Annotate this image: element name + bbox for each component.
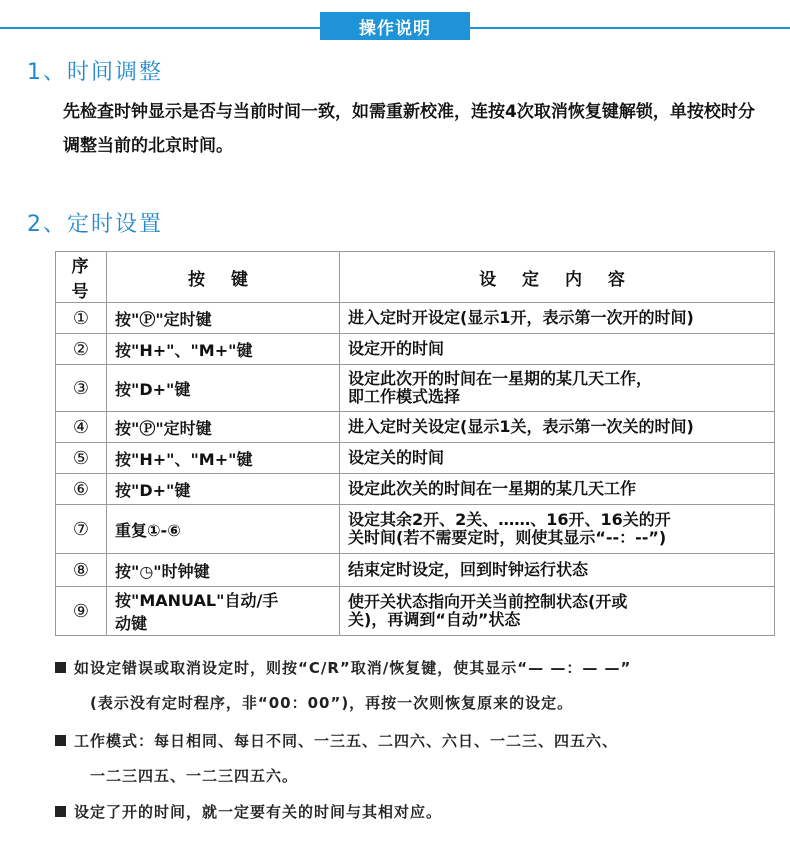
row-key: 按"Ⓟ"定时键 [107, 303, 340, 334]
row-content: 设定此次关的时间在一星期的某几天工作 [340, 474, 775, 505]
row-key: 按"D+"键 [107, 365, 340, 412]
row-key: 按"Ⓟ"定时键 [107, 412, 340, 443]
timer-settings-table [55, 251, 775, 636]
row-content: 设定关的时间 [340, 443, 775, 474]
row-content: 进入定时关设定(显示1关，表示第一次关的时间) [340, 412, 775, 443]
section-title-time-adjust: 1、时间调整 [27, 60, 163, 85]
note-cancel-setting [55, 657, 631, 678]
table-row [56, 505, 775, 554]
table-row [56, 443, 775, 474]
bullet-square-icon [55, 735, 66, 746]
row-content: 使开关状态指向开关当前控制状态(开或关)，再调到“自动”状态 [340, 587, 775, 636]
row-content: 进入定时开设定(显示1开，表示第一次开的时间) [340, 303, 775, 334]
row-content: 结束定时设定，回到时钟运行状态 [340, 554, 775, 587]
table-row [56, 365, 775, 412]
page-title: 操作说明 [320, 12, 470, 40]
bullet-square-icon [55, 662, 66, 673]
table-row [56, 474, 775, 505]
row-num: ③ [56, 365, 107, 412]
header-content: 设 定 内 容 [340, 252, 775, 303]
row-key: 重复①-⑥ [107, 505, 340, 554]
row-key: 按"H+"、"M+"键 [107, 443, 340, 474]
row-num: ⑧ [56, 554, 107, 587]
row-key: 按"◷"时钟键 [107, 554, 340, 587]
row-key: 按"H+"、"M+"键 [107, 334, 340, 365]
header-key: 按 键 [107, 252, 340, 303]
table-header-row [56, 252, 775, 303]
note-cancel-setting-cont: (表示没有定时程序，非“00：00”)，再按一次则恢复原来的设定。 [90, 694, 574, 712]
note-text: 设定了开的时间，就一定要有关的时间与其相对应。 [74, 803, 443, 821]
row-key: 按"MANUAL"自动/手动键 [107, 587, 340, 636]
table-row [56, 303, 775, 334]
row-num: ⑨ [56, 587, 107, 636]
table-row [56, 412, 775, 443]
row-num: ④ [56, 412, 107, 443]
note-text: 如设定错误或取消设定时，则按“C/R”取消/恢复键，使其显示“— —：— —” [74, 659, 632, 677]
row-num: ② [56, 334, 107, 365]
table-row [56, 554, 775, 587]
row-content: 设定此次开的时间在一星期的某几天工作，即工作模式选择 [340, 365, 775, 412]
row-content: 设定其余2开、2关、……、16开、16关的开关时间(若不需要定时，则使其显示“--：--”) [340, 505, 775, 554]
row-num: ⑤ [56, 443, 107, 474]
section-title-timer-setting: 2、定时设置 [27, 212, 163, 237]
note-work-modes-cont: 一二三四五、一二三四五六。 [90, 767, 299, 785]
bullet-square-icon [55, 806, 66, 817]
row-content: 设定开的时间 [340, 334, 775, 365]
note-work-modes [55, 730, 618, 751]
note-pairing [55, 801, 442, 822]
row-key: 按"D+"键 [107, 474, 340, 505]
table-row [56, 334, 775, 365]
header-num: 序号 [56, 252, 107, 303]
row-num: ⑥ [56, 474, 107, 505]
note-text: 工作模式：每日相同、每日不同、一三五、二四六、六日、一二三、四五六、 [74, 732, 619, 750]
time-adjust-paragraph: 先检查时钟显示是否与当前时间一致，如需重新校准，连按4次取消恢复键解锁，单按校时分调整当前的北京时间。 [63, 102, 755, 156]
row-num: ① [56, 303, 107, 334]
row-num: ⑦ [56, 505, 107, 554]
table-row [56, 587, 775, 636]
